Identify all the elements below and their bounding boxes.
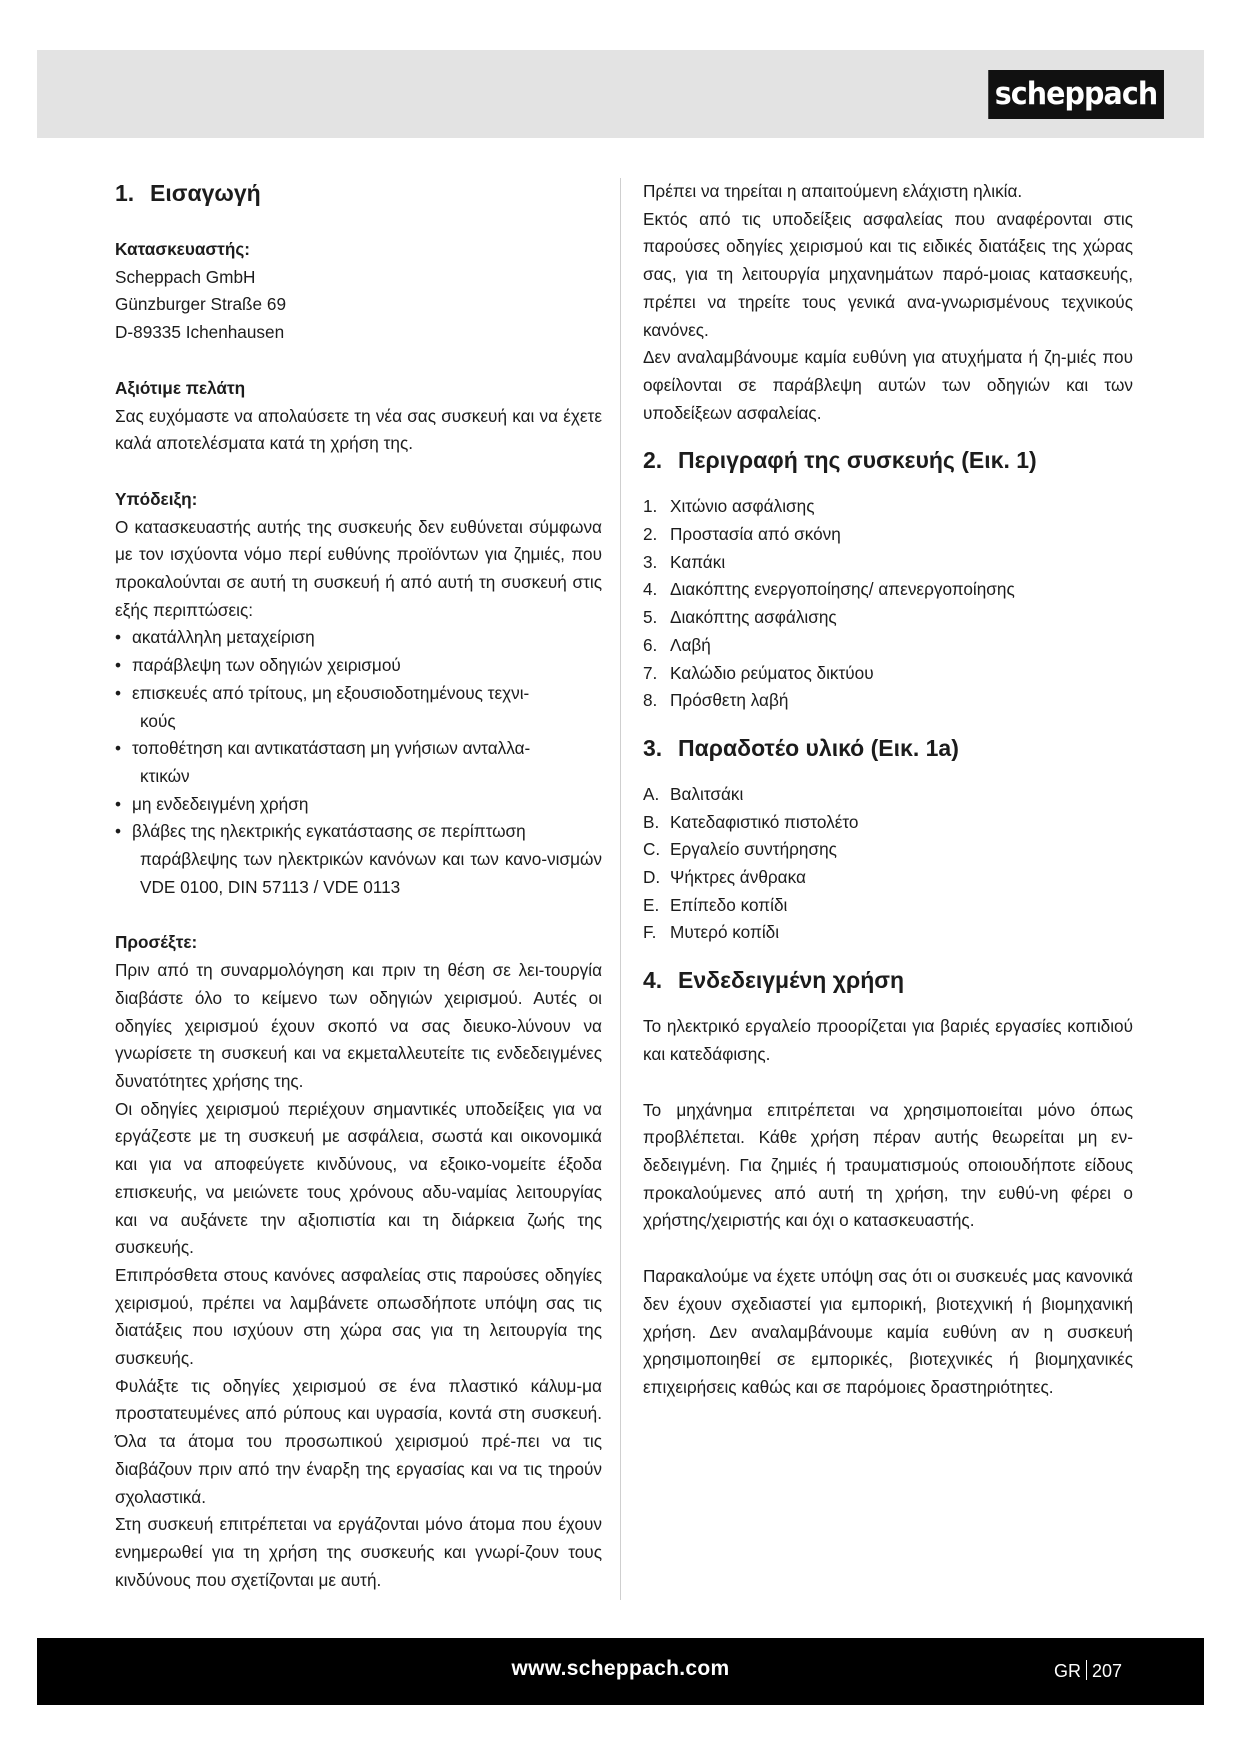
- attention-paragraph: Πριν από τη συναρμολόγηση και πριν τη θέση σε λει-τουργία διαβάστε όλο το κείμενο των οδηγιών χειρισμού. Αυτές οι οδηγίες χειρισμού έχουν σκοπό να σας διευκο-λύνουν να γνωρίσετε τη συσκευή και να εκμεταλλευτείτε τις ενδεδειγμένες δυνατότητες χρήσης της.: [115, 960, 602, 1091]
- attention-label: Προσέξτε:: [115, 932, 198, 953]
- intro-continued: Πρέπει να τηρείται η απαιτούμενη ελάχιστη ηλικία.: [643, 181, 1023, 201]
- parts-list: [643, 493, 1133, 715]
- list-item: • τοποθέτηση και αντικατάσταση μη γνήσιων ανταλλα- κτικών: [115, 735, 602, 790]
- attention-paragraph: Στη συσκευή επιτρέπεται να εργάζονται μόνο άτομα που έχουν ενημερωθεί για τη χρήση της συσκευής και γνωρί-ζουν τους κινδύνους που σχετίζονται με αυτή.: [115, 1514, 602, 1590]
- manufacturer-line: Scheppach GmbH: [115, 266, 256, 287]
- list-item: • βλάβες της ηλεκτρικής εγκατάστασης σε περίπτωση παράβλεψης των ηλεκτρικών κανόνων και των κανο-νισμών VDE 0100, DIN 57113 / VDE 0113: [115, 818, 602, 901]
- list-item: • μη ενδεδειγμένη χρήση: [115, 791, 602, 819]
- attention-paragraph: Οι οδηγίες χειρισμού περιέχουν σημαντικές υποδείξεις για να εργάζεστε με τη συσκευή με ασφάλεια, σωστά και οικονομικά και για να αποφεύγετε κινδύνους, να εξοικο-νομείτε έξοδα επισκευής, να μειώνετε τους χρόνους αδυ-ναμίας λειτουργίας και να αυξάνετε την αξιοπιστία και τη διάρκεια ζωής της συσκευής.: [115, 1098, 602, 1258]
- list-item: F. Μυτερό κοπίδι: [643, 922, 780, 943]
- attention-paragraph: Επιπρόσθετα στους κανόνες ασφαλείας στις παρούσες οδηγίες χειρισμού, πρέπει να λαμβάνετε οπωσδήποτε υπόψη σας τις διατάξεις που ισχύουν στη χώρα σας για τη λειτουργία της συσκευής.: [115, 1264, 602, 1369]
- manufacturer-line: Günzburger Straße 69: [115, 294, 287, 315]
- customer-label: Αξιότιμε πελάτη: [115, 377, 246, 398]
- intended-use-paragraph: Το ηλεκτρικό εργαλείο προορίζεται για βαριές εργασίες κοπιδιού και κατεδάφισης.: [643, 1016, 1133, 1064]
- list-item: 4. Διακόπτης ενεργοποίησης/ απενεργοποίησης: [643, 579, 1015, 600]
- column-divider: [620, 178, 621, 1600]
- list-item: 8. Πρόσθετη λαβή: [643, 690, 789, 711]
- section-1-heading: 1. Εισαγωγή: [115, 180, 261, 206]
- note-label: Υπόδειξη:: [115, 488, 198, 509]
- header-bar: [37, 50, 1204, 138]
- manufacturer-label: Κατασκευαστής:: [115, 239, 250, 259]
- list-item: • παράβλεψη των οδηγιών χειρισμού: [115, 652, 602, 680]
- footer-url[interactable]: www.scheppach.com: [511, 1657, 730, 1680]
- list-item: 7. Καλώδιο ρεύματος δικτύου: [643, 662, 874, 683]
- list-item: 3. Καπάκι: [643, 551, 726, 572]
- liability-exclusion-list: [115, 624, 602, 901]
- list-item: 2. Προστασία από σκόνη: [643, 524, 841, 545]
- left-column: [115, 178, 602, 1594]
- intended-use-paragraph: Παρακαλούμε να έχετε υπόψη σας ότι οι συσκευές μας κανονικά δεν έχουν σχεδιαστεί για εμπορική, βιοτεχνική ή βιομηχανική χρήση. Δεν αναλαμβάνουμε καμία ευθύνη αν η συσκευή χρησιμοποιηθεί σε εμπορικές, βιοτεχνικές ή βιομηχανικές επιχειρήσεις καθώς και σε παρόμοιες δραστηριότητες.: [643, 1266, 1133, 1397]
- attention-paragraph: Φυλάξτε τις οδηγίες χειρισμού σε ένα πλαστικό κάλυμ-μα προστατευμένες από ρύπους και υγρασία, κοντά στη συσκευή. Όλα τα άτομα του προσωπικού χειρισμού πρέ-πει να τις διαβάζουν πριν από την έναρξη της εργασίας και να τις τηρούν σχολαστικά.: [115, 1375, 602, 1507]
- list-item: • επισκευές από τρίτους, μη εξουσιοδοτημένους τεχνι- κούς: [115, 680, 602, 735]
- note-text: Ο κατασκευαστής αυτής της συσκευής δεν ευθύνεται σύμφωνα με τον ισχύοντα νόμο περί ευθύνης προϊόντων για ζημιές, που προκαλούνται σε αυτή τη συσκευή ή από αυτή τη συσκευή στις εξής περιπτώσεις:: [115, 516, 602, 620]
- intro-continued: Δεν αναλαμβάνουμε καμία ευθύνη για ατυχήματα ή ζη-μιές που οφείλονται σε παράβλεψη αυτών των οδηγιών και των υποδείξεων ασφαλείας.: [643, 347, 1133, 423]
- manufacturer-line: D-89335 Ichenhausen: [115, 322, 285, 343]
- list-item: 5. Διακόπτης ασφάλισης: [643, 607, 837, 628]
- intro-continued: Εκτός από τις υποδείξεις ασφαλείας που αναφέρονται στις παρούσες οδηγίες χειρισμού και τις ειδικές διατάξεις της χώρας σας, για τη λειτουργία μηχανημάτων παρό-μοιας κατασκευής, πρέπει να τηρείτε τους γενικά ανα-γνωρισμένους τεχνικούς κανόνες.: [643, 208, 1133, 340]
- footer-bar: [37, 1638, 1204, 1705]
- section-4-heading: 4. Ενδεδειγμένη χρήση: [643, 967, 905, 994]
- scheppach-logo: scheppach: [989, 70, 1164, 119]
- list-item: • ακατάλληλη μεταχείριση: [115, 624, 602, 652]
- section-2-heading: 2. Περιγραφή της συσκευής (Εικ. 1): [643, 447, 1037, 474]
- list-item: E. Επίπεδο κοπίδι: [643, 894, 788, 915]
- customer-text: Σας ευχόμαστε να απολαύσετε τη νέα σας συσκευή και να έχετε καλά αποτελέσματα κατά τη χρήση της.: [115, 405, 602, 454]
- list-item: B. Κατεδαφιστικό πιστολέτο: [643, 811, 859, 832]
- right-column: [643, 178, 1133, 1402]
- list-item: C. Εργαλείο συντήρησης: [643, 839, 837, 860]
- list-item: 1. Χιτώνιο ασφάλισης: [643, 496, 815, 517]
- page-number: GR 207: [1053, 1661, 1122, 1681]
- section-3-heading: 3. Παραδοτέο υλικό (Εικ. 1a): [643, 734, 959, 761]
- delivery-list: [643, 781, 1133, 947]
- list-item: D. Ψήκτρες άνθρακα: [643, 867, 806, 888]
- list-item: A. Βαλιτσάκι: [643, 783, 744, 804]
- list-item: 6. Λαβή: [643, 634, 711, 655]
- intended-use-paragraph: Το μηχάνημα επιτρέπεται να χρησιμοποιείται μόνο όπως προβλέπεται. Κάθε χρήση πέραν αυτής θεωρείται μη εν-δεδειγμένη. Για ζημιές ή τραυματισμούς οποιουδήποτε είδους προκαλούμενες από αυτή τη χρήση, την ευθύ-νη φέρει ο χρήστης/χειριστής και όχι ο κατασκευαστής.: [643, 1099, 1133, 1231]
